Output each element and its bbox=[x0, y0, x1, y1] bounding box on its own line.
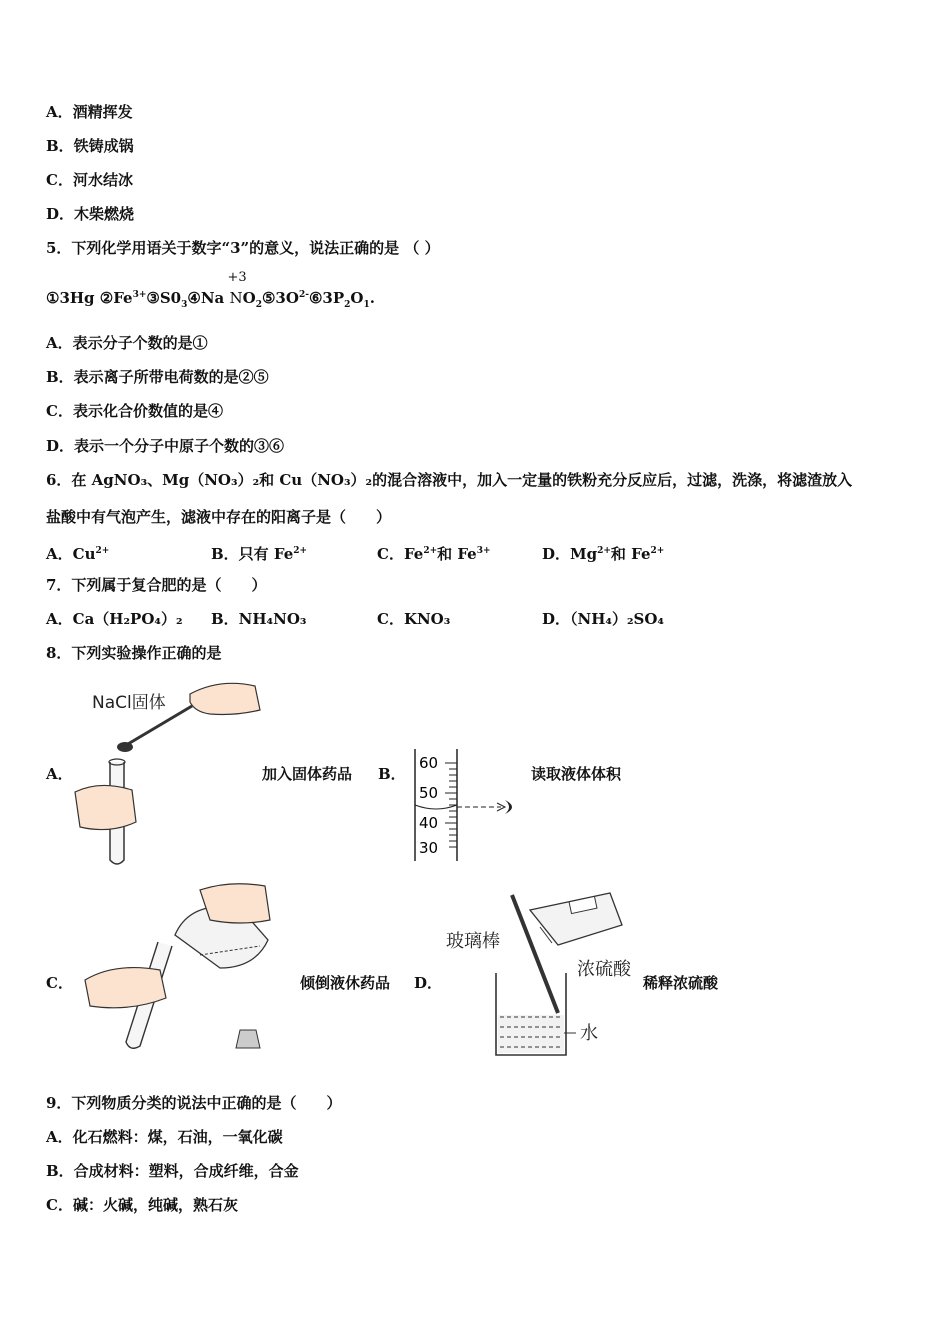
q7-option-c: C．KNO₃ bbox=[377, 610, 451, 628]
graduated-cylinder-figure bbox=[405, 745, 535, 865]
q8-d-letter: D． bbox=[414, 974, 443, 992]
upper-hand-icon bbox=[200, 884, 270, 923]
pouring-liquid-figure bbox=[80, 880, 280, 1060]
spatula-scoop bbox=[117, 742, 133, 752]
meniscus bbox=[415, 805, 457, 809]
q5-stem: 5．下列化学用语关于数字“3”的意义，说法正确的是 （ ） bbox=[46, 239, 440, 257]
water-label: 水 bbox=[580, 1023, 598, 1044]
tick-40: 40 bbox=[419, 814, 439, 832]
tick-60: 60 bbox=[419, 754, 439, 772]
lower-hand-icon bbox=[85, 968, 166, 1008]
q9-option-b: B．合成材料：塑料，合成纤维，合金 bbox=[46, 1162, 299, 1180]
q5-option-b: B．表示离子所带电荷数的是②⑤ bbox=[46, 368, 269, 386]
q6-stem-line2: 盐酸中有气泡产生，滤液中存在的阳离子是（ ） bbox=[46, 508, 392, 526]
q8-b-caption: 读取液体体积 bbox=[531, 765, 622, 783]
q7-option-a: A．Ca（H₂PO₄）₂ bbox=[46, 610, 183, 628]
q6-stem-line1: 6．在 AgNO₃、Mg（NO₃）₂和 Cu（NO₃）₂的混合溶液中，加入一定量的铁粉充分反应后，过滤，洗涤，将滤渣放入 bbox=[46, 471, 853, 489]
nacl-label: NaCl固体 bbox=[92, 693, 166, 713]
dilute-acid-figure bbox=[440, 885, 640, 1060]
sulfuric-acid-label: 浓硫酸 bbox=[577, 959, 631, 980]
q7-option-d: D．（NH₄）₂SO₄ bbox=[542, 610, 664, 628]
q4-option-b: B．铁铸成锅 bbox=[46, 137, 134, 155]
glass-rod-label: 玻璃棒 bbox=[446, 931, 500, 952]
q8-d-caption: 稀释浓硫酸 bbox=[643, 974, 719, 992]
q8-a-letter: A． bbox=[46, 765, 73, 783]
q7-option-b: B．NH₄NO₃ bbox=[211, 610, 307, 628]
q8-stem: 8．下列实验操作正确的是 bbox=[46, 644, 222, 662]
q8-c-caption: 倾倒液休药品 bbox=[300, 974, 391, 992]
q9-stem: 9．下列物质分类的说法中正确的是（ ） bbox=[46, 1094, 342, 1112]
tick-50: 50 bbox=[419, 784, 439, 802]
q4-option-d: D．木柴燃烧 bbox=[46, 205, 135, 223]
bottle-stopper bbox=[236, 1030, 260, 1048]
q6-option-d: D．$Mg^{2+}$和 $Fe^{2+}$ bbox=[542, 545, 665, 563]
q5-option-d: D．表示一个分子中原子个数的③⑥ bbox=[46, 437, 285, 455]
q9-option-c: C．碱：火碱，纯碱，熟石灰 bbox=[46, 1196, 238, 1214]
q5-option-c: C．表示化合价数值的是④ bbox=[46, 402, 223, 420]
q8-b-letter: B． bbox=[378, 765, 406, 783]
valence-label: +3 bbox=[227, 270, 247, 285]
lower-hand-icon bbox=[75, 785, 136, 829]
q7-stem: 7．下列属于复合肥的是（ ） bbox=[46, 576, 267, 594]
solid-addition-figure bbox=[70, 672, 270, 868]
q6-option-b: B．只有 $Fe^{2+}$ bbox=[211, 545, 308, 563]
q8-c-letter: C． bbox=[46, 974, 73, 992]
q8-a-caption: 加入固体药品 bbox=[262, 765, 353, 783]
q4-option-c: C．河水结冰 bbox=[46, 171, 133, 189]
upper-hand-icon bbox=[190, 683, 260, 714]
q9-option-a: A．化石燃料：煤，石油，一氧化碳 bbox=[46, 1128, 283, 1146]
q5-formulas: ①3Hg $②Fe^{3+}③S0_3④Na$ +3 $NO_2⑤3O^{2-}⑥3P_2O_1$. bbox=[46, 270, 375, 310]
q6-option-c: C．$Fe^{2+}$和 $Fe^{3+}$ bbox=[377, 545, 491, 563]
q5-option-a: A．表示分子个数的是① bbox=[46, 334, 208, 352]
tick-30: 30 bbox=[419, 839, 439, 857]
q6-option-a: A．$Cu^{2+}$ bbox=[46, 545, 110, 563]
q4-option-a: A．酒精挥发 bbox=[46, 103, 133, 121]
